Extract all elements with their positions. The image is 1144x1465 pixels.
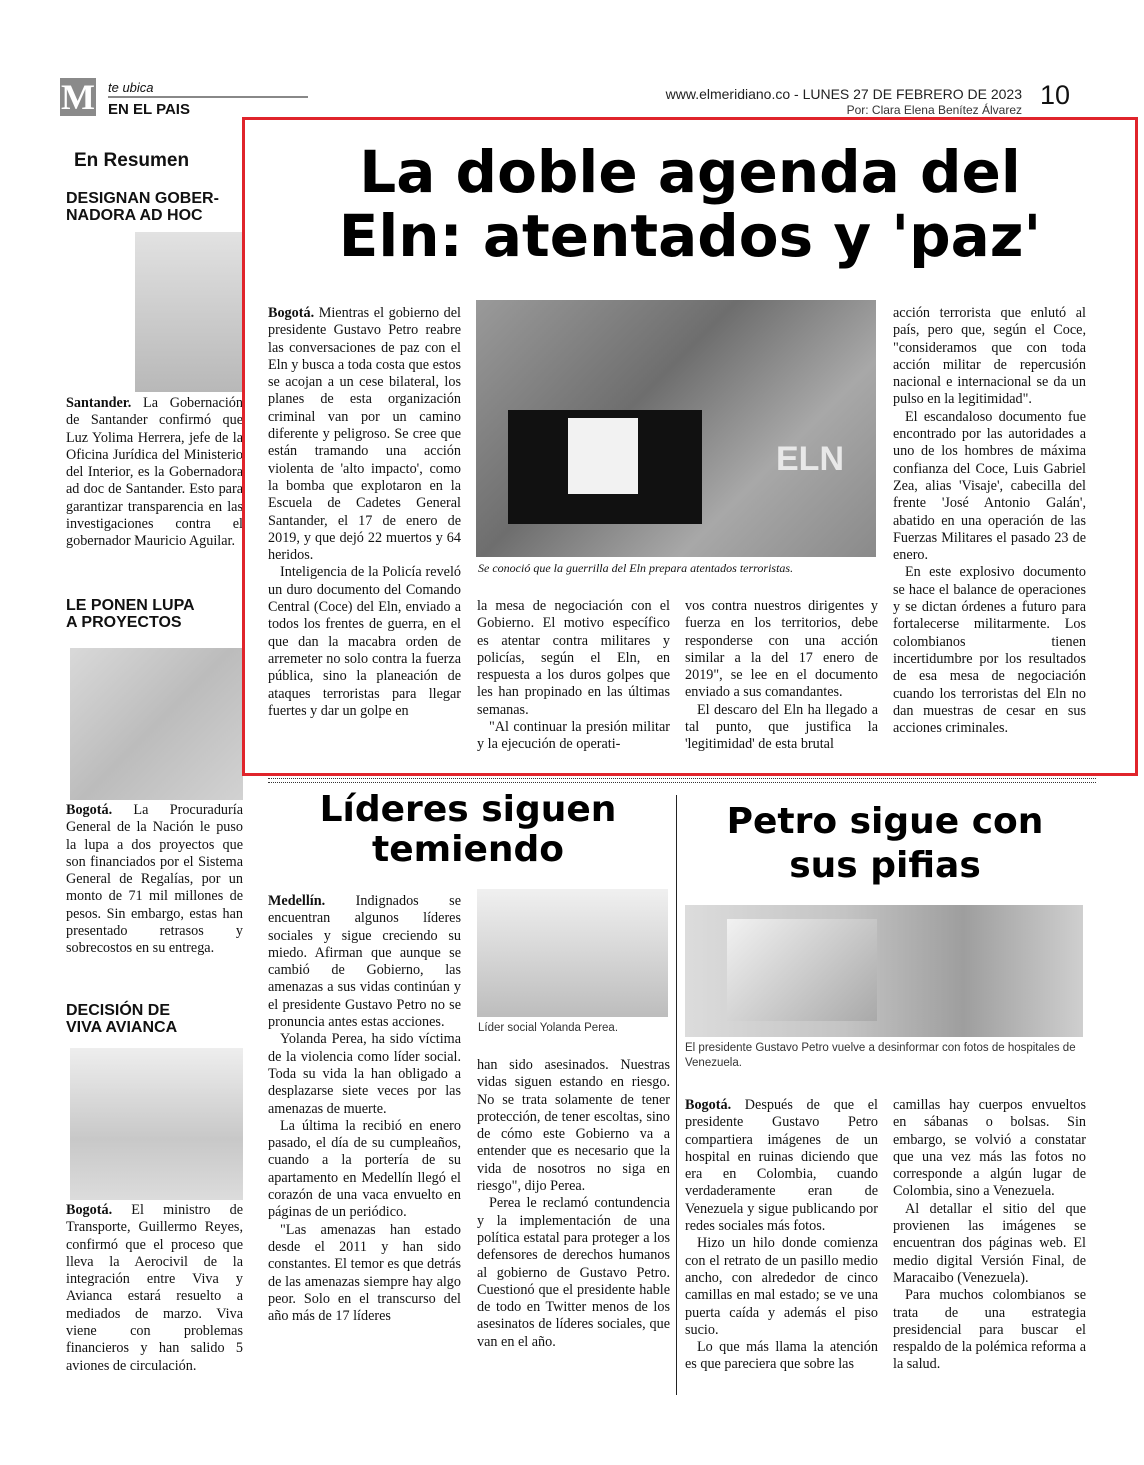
sidebar-title: En Resumen xyxy=(74,150,190,171)
lideres-col-2: han sido asesinados. Nuestras vidas siguen estando en riesgo. No se trata solamente de tener protección, de tener escoltas, sino de cómo este Gobierno va a entender que es necesario que la vida de nosotros no siga en riesgo", dijo Perea. Perea le reclamó contundencia y la implementación de una política estatal para proteger a los defensores de derechos humanos al gobierno de Gustavo Petro. Cuestionó que el presidente hable de todo en Twitter menos de los asesinatos de líderes sociales, que van en el año. xyxy=(477,1057,670,1350)
sidebar-photo-airplane xyxy=(70,1048,243,1200)
sidebar-heading-3: DECISIÓN DE VIVA AVIANCA xyxy=(66,1002,178,1036)
sidebar xyxy=(60,140,246,1400)
sidebar-text-3: Bogotá. El ministro de Transporte, Guillermo Reyes, confirmó que el proceso que lleva la Aerocivil de la integración entre Viva y Avianca estará resuelto a mediados de marzo. Viva viene con problemas financieros y han salido 5 aviones de circulación. xyxy=(66,1202,243,1374)
main-headline: La doble agenda del Eln: atentados y 'paz' xyxy=(338,138,1042,270)
main-col-4: acción terrorista que enlutó al país, pero que, según el Coce, "consideramos que con toda acción militar de repercusión nacional e internacional se da un pulso en la legitimidad". El escandaloso documento fue encontrado por las autoridades a uno de los hombres de máxima confianza del Coce, Luis Gabriel Zea, alias 'Visaje', cabecilla del frente 'José Antonio Galán', abatido en una operación de las Fuerzas Militares el pasado 23 de enero. En este explosivo documento se hace el balance de operaciones y se dictan órdenes a futuro para fortalecerse militarmente. Los colombianos tienen incertidumbre por los resultados de esa mesa de negociación cuando los terroristas del Eln no dan muestras de cesar en sus acciones criminales. xyxy=(893,305,1086,737)
vertical-divider xyxy=(676,795,677,1395)
petro-headline: Petro sigue con sus pifias xyxy=(726,801,1044,886)
petro-photo-caption: El presidente Gustavo Petro vuelve a desinformar con fotos de hospitales de Venezuela. xyxy=(685,1042,1076,1069)
document-image xyxy=(508,410,702,524)
main-col-2: la mesa de negociación con el Gobierno. El motivo específico es atentar contra militares y policías, según el Eln, en respuesta a los duros golpes que les han propinado en las últimas semanas. "Al continuar la presión militar y la ejecución de operati- xyxy=(477,598,670,753)
lideres-photo-caption: Líder social Yolanda Perea. xyxy=(478,1022,619,1034)
main-photo-eln xyxy=(476,300,876,557)
page-number: 10 xyxy=(1040,80,1071,110)
petro-col-2: camillas hay cuerpos envueltos en sábanas o bolsas. Sin embargo, se volvió a constatar que una vez más las fotos no corresponde a algún lugar de Colombia, sino a Venezuela. Al detallar el sitio del que provienen las imágenes se encuentran dos páginas web. El medio digital Versión Final, de Maracaibo (Venezuela). Para muchos colombianos se trata de una estrategia presidencial para buscar el respaldo de la polémica reforma a la salud. xyxy=(893,1097,1086,1373)
lideres-col-1: Medellín. Indignados se encuentran algunos líderes sociales y sigue creciendo su miedo. Afirman que aunque se cambió de Gobierno, las amenazas a sus vidas continúan y el presidente Gustavo Petro no se pronuncia antes estas acciones. Yolanda Perea, ha sido víctima de la violencia como líder social. Toda su vida la han obligado a desplazarse siete veces por las amenazas de muerte. La última la recibió en enero pasado, el día de su cumpleaños, cuando a la portería de su apartamento en Medellín llegó el corazón de una vaca envuelto en páginas de un periódico. "Las amenazas han estado desde el 2011 y han sido constantes. El temor es que detrás de las amenazas siempre hay algo peor. Solo en el transcurso del año más de 17 líderes xyxy=(268,893,461,1325)
main-col-3: vos contra nuestros dirigentes y fuerza en los territorios, debe responderse con una acción similar a la del 17 enero de 2019", se lee en el documento enviado a sus comandantes. El descaro del Eln ha llegado a tal punto, que justifica la 'legitimidad' de esta brutal xyxy=(685,598,878,753)
sidebar-text-2: Bogotá. La Procuraduría General de la Nación le puso la lupa a dos proyectos que son financiados por el Sistema General de Regalías, por un monto de 71 mil millones de pesos. Sin embargo, estas han presentado retrasos y sobrecostos en su entrega. xyxy=(66,802,243,957)
sidebar-photo-governor xyxy=(135,232,243,392)
section-name: EN EL PAIS xyxy=(108,101,190,118)
byline: Por: Clara Elena Benítez Álvarez xyxy=(846,103,1022,117)
section-divider xyxy=(268,778,1096,783)
section-kicker: te ubica xyxy=(108,80,154,95)
sidebar-photo-projects xyxy=(70,648,243,800)
hospital-inset-photo xyxy=(727,919,877,1021)
sidebar-heading-1: DESIGNAN GOBER- NADORA AD HOC xyxy=(66,190,219,224)
lideres-headline: Líderes siguen temiendo xyxy=(319,789,617,870)
eln-badge: ELN xyxy=(776,440,844,478)
header xyxy=(0,0,1144,125)
sidebar-text-1: Santander. La Gobernación de Santander confirmó que Luz Yolima Herrera, jefe de la Oficina Jurídica del Ministerio del Interior, es la Gobernadora ad doc de Santander. Esto para garantizar transparencia en las investigaciones contra el gobernador Mauricio Aguilar. xyxy=(66,395,243,550)
section-rule xyxy=(108,96,308,98)
petro-col-1: Bogotá. Después de que el presidente Gustavo Petro compartiera imágenes de un hospital en ruinas diciendo que era en Colombia, cuando verdaderamente eran de Venezuela y sigue publicando por redes sociales más fotos. Hizo un hilo donde comienza con el retrato de un pasillo medio ancho, con alrededor de cinco camillas en mal estado; se ve una puerta caída y además el piso sucio. Lo que más llama la atención es que pareciera que sobre las xyxy=(685,1097,878,1373)
url-date: www.elmeridiano.co - LUNES 27 DE FEBRERO DE 2023 xyxy=(665,86,1022,102)
main-photo-caption: Se conoció que la guerrilla del Eln prepara atentados terroristas. xyxy=(478,561,794,575)
main-col-1: Bogotá. Mientras el gobierno del presidente Gustavo Petro reabre las conversaciones de paz con el Eln y busca a toda costa que estos se acojan a un cese bilateral, los planes de esta organización criminal van por un camino diferente y peligroso. Se cree que están tramando una acción violenta de 'alto impacto', como la bomba que explotaron en la Escuela de Cadetes General Santander, el 17 de enero de 2019, y que dejó 22 muertos y 64 heridos. Inteligencia de la Policía reveló un duro documento del Comando Central (Coce) del Eln, enviado a todos los frentes de guerra, en el que dan la macabra orden de arremeter no solo contra la fuerza pública, sino la planeación de ataques terroristas para llegar fuertes y dar un golpe en xyxy=(268,305,461,719)
lideres-photo xyxy=(477,889,668,1017)
petro-photo xyxy=(685,905,1083,1037)
newspaper-logo: M xyxy=(61,77,95,117)
sidebar-heading-2: LE PONEN LUPA A PROYECTOS xyxy=(66,597,195,631)
